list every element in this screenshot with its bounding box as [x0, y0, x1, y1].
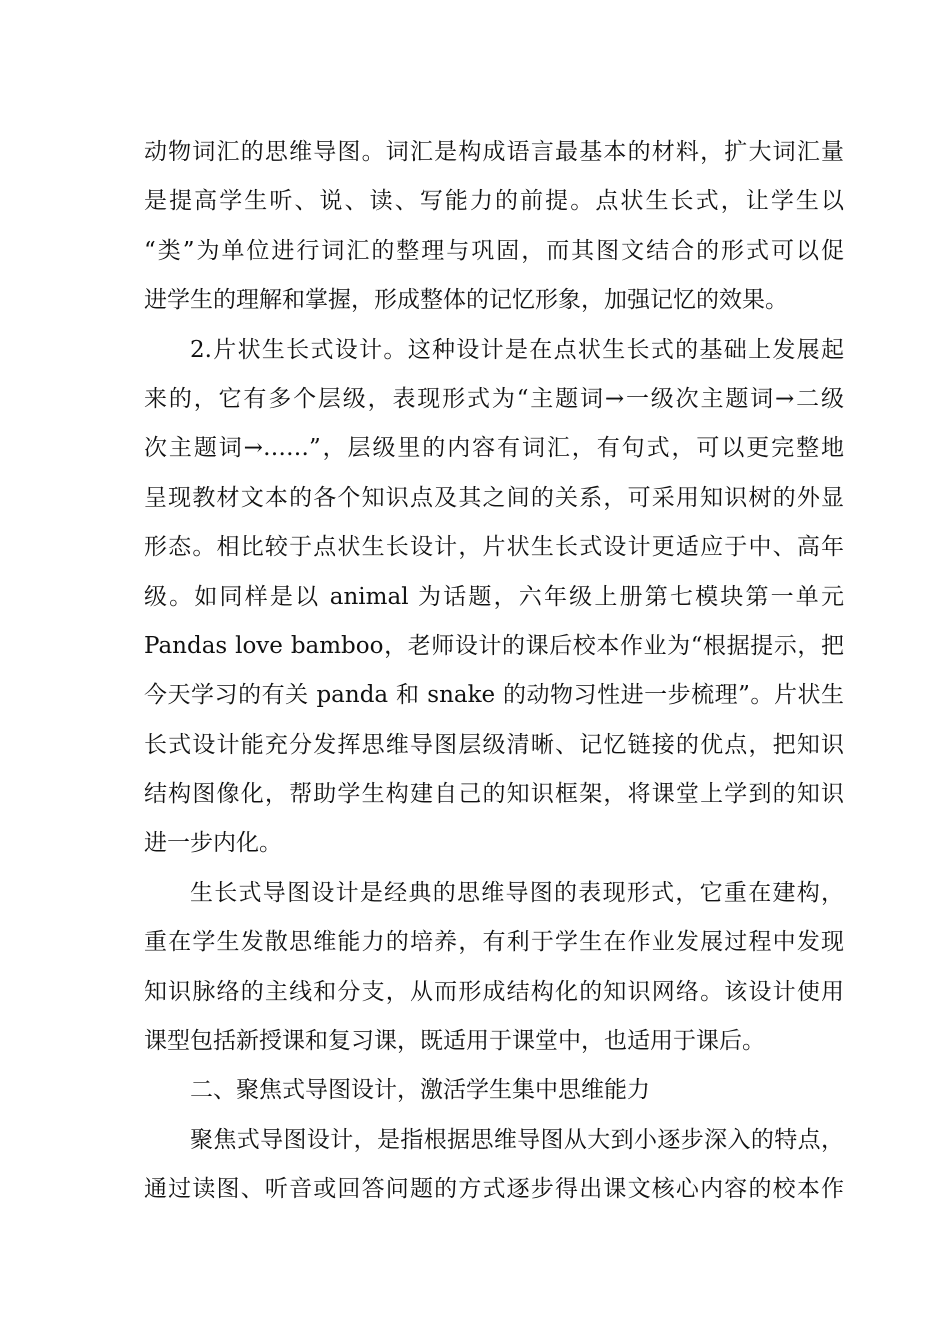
text-line: 级。如同样是以 animal 为话题，六年级上册第七模块第一单元 [144, 583, 844, 610]
text-line: “类”为单位进行词汇的整理与巩固，而其图文结合的形式可以促 [144, 237, 844, 264]
text-line: 呈现教材文本的各个知识点及其之间的关系，可采用知识树的外显 [144, 484, 844, 511]
text-line: 今天学习的有关 panda 和 snake 的动物习性进一步梳理”。片状生 [144, 682, 844, 709]
text-line: 次主题词→……”，层级里的内容有词汇，有句式，可以更完整地 [144, 435, 844, 462]
text-line: 通过读图、听音或回答问题的方式逐步得出课文核心内容的校本作 [144, 1176, 844, 1203]
text-line: 2.片状生长式设计。这种设计是在点状生长式的基础上发展起 [190, 336, 844, 363]
text-line: 课型包括新授课和复习课，既适用于课堂中，也适用于课后。 [144, 1028, 765, 1055]
text-line: 来的，它有多个层级，表现形式为“主题词→一级次主题词→二级 [144, 385, 844, 412]
text-line: 进学生的理解和掌握，形成整体的记忆形象，加强记忆的效果。 [144, 287, 788, 314]
text-line: 知识脉络的主线和分支，从而形成结构化的知识网络。该设计使用 [144, 978, 844, 1005]
text-line: 长式设计能充分发挥思维导图层级清晰、记忆链接的优点，把知识 [144, 731, 844, 758]
text-line: 结构图像化，帮助学生构建自己的知识框架，将课堂上学到的知识 [144, 781, 844, 808]
text-line: Pandas love bamboo，老师设计的课后校本作业为“根据提示，把 [144, 632, 844, 659]
text-line: 聚焦式导图设计，是指根据思维导图从大到小逐步深入的特点， [190, 1126, 844, 1153]
text-line: 重在学生发散思维能力的培养，有利于学生在作业发展过程中发现 [144, 929, 844, 956]
text-line: 是提高学生听、说、读、写能力的前提。点状生长式，让学生以 [144, 188, 844, 215]
text-line: 动物词汇的思维导图。词汇是构成语言最基本的材料，扩大词汇量 [144, 139, 844, 165]
text-line: 形态。相比较于点状生长设计，片状生长式设计更适应于中、高年 [144, 534, 844, 561]
text-line: 二、聚焦式导图设计，激活学生集中思维能力 [190, 1077, 650, 1104]
text-line: 生长式导图设计是经典的思维导图的表现形式，它重在建构， [190, 879, 844, 906]
text-line: 进一步内化。 [144, 830, 282, 857]
body-text [144, 128, 844, 1215]
